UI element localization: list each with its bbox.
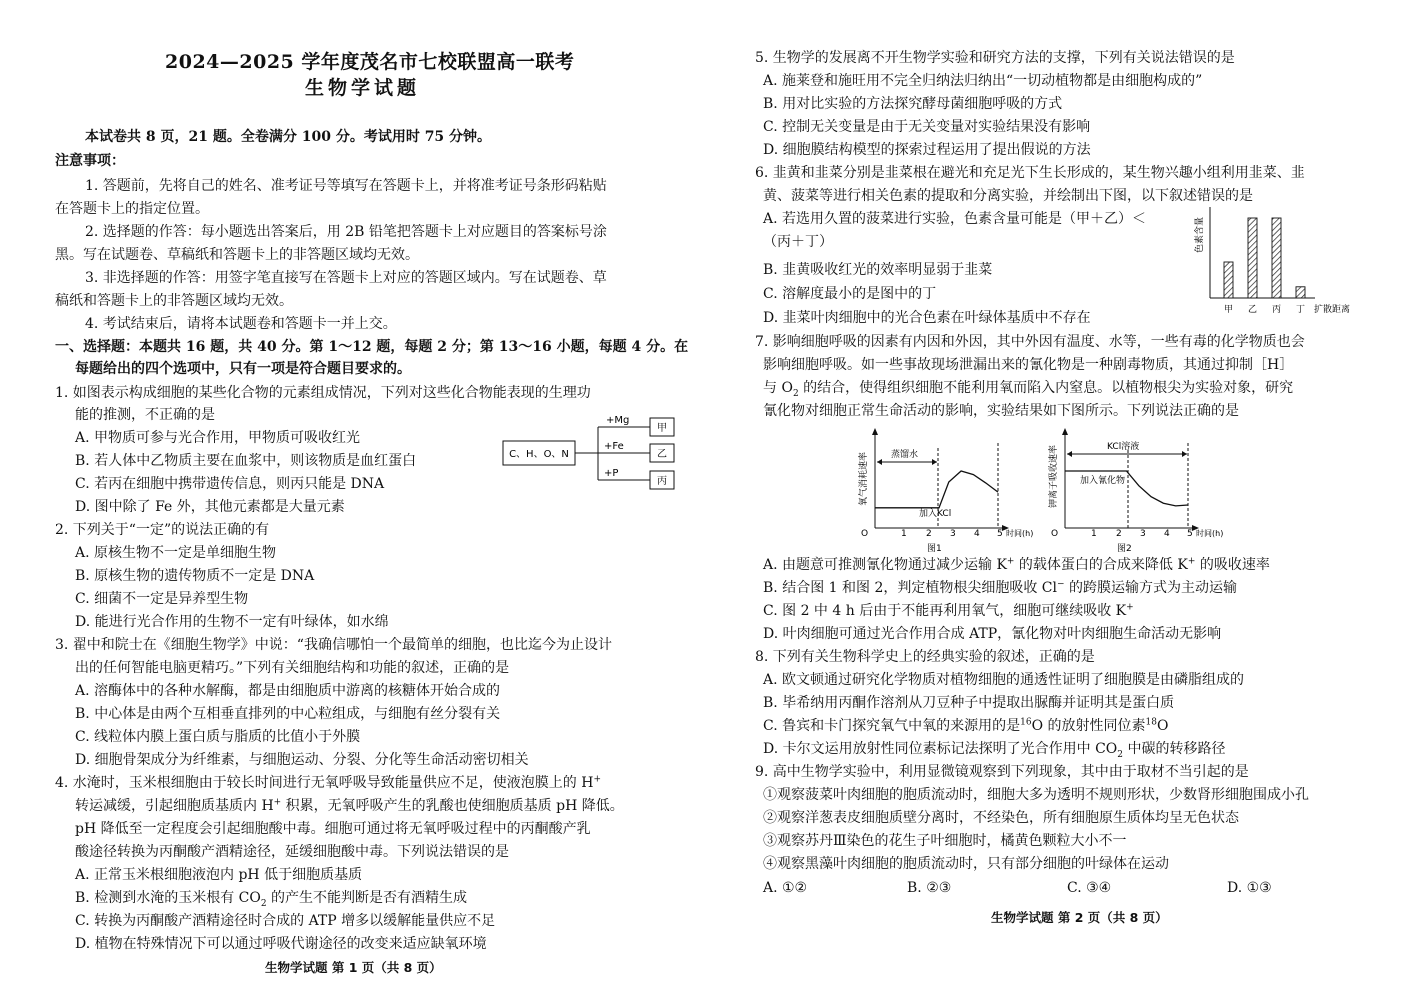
source-label: C、H、O、N [509, 449, 569, 460]
option-a: A. ①② [763, 880, 808, 896]
yi-label: 乙 [657, 449, 667, 460]
question-stem: 5. 生物学的发展离不开生物学实验和研究方法的支撑，下列有关说法错误的是 [755, 50, 1235, 66]
exam-subtitle: 生物学试题 [305, 77, 421, 99]
exam-title: 2024—2025 学年度茂名市七校联盟高一联考 [165, 51, 575, 73]
bing-label: 丙 [657, 476, 667, 487]
option-d: D. 能进行光合作用的生物不一定有叶绿体，如水绵 [75, 614, 389, 630]
section-heading: 一、选择题：本题共 16 题，共 40 分。第 1～12 题，每题 2 分；第 13～16 小题，每题 4 分。在 [55, 339, 689, 355]
option-d: D. 卡尔文运用放射性同位素标记法探明了光合作用中 $CO_2$ 中碳的转移路径 [763, 741, 1226, 760]
option-c: C. 鲁宾和卡门探究氧气中氧的来源用的是$^{16}$O 的放射性同位素$^{18}$O [763, 717, 1169, 734]
bar-category-label: 甲 [1223, 305, 1234, 315]
question-stem: 转运减缓，引起细胞质基质内 H+ 积累，无氧呼吸产生的乳酸也使细胞质基质 pH 降低。 [75, 797, 624, 814]
option-c: C. 线粒体内膜上蛋白质与脂质的比值小于外膜 [75, 729, 361, 745]
page-footer: 生物学试题 第 2 页（共 8 页） [991, 910, 1168, 925]
option-a-cont: （丙＋丁） [763, 234, 833, 250]
option-c: C. ③④ [1067, 880, 1112, 896]
figure-2-potassium-absorption [1045, 428, 1255, 556]
option-a: A. 溶酶体中的各种水解酶，都是由细胞质中游离的核糖体开始合成的 [75, 683, 501, 699]
p-label: +P [604, 468, 619, 479]
option-b: B. 毕希纳用丙酮作溶剂从刀豆种子中提取出脲酶并证明其是蛋白质 [763, 695, 1175, 711]
question-stem: 黄、菠菜等进行相关色素的提取和分离实验，并绘制出下图，以下叙述错误的是 [763, 188, 1253, 204]
option-b: B. 韭黄吸收红光的效率明显弱于韭菜 [763, 262, 993, 278]
tick-label: 1 [901, 529, 907, 539]
option-d: D. 细胞膜结构模型的探索过程运用了提出假说的方法 [763, 142, 1091, 158]
annotation-add-kcl: 加入KCl [919, 509, 952, 519]
option-a: A. 若选用久置的菠菜进行实验，色素含量可能是（甲＋乙）＜ [763, 211, 1147, 227]
option-c: C. 转换为丙酮酸产酒精途径时合成的 ATP 增多以缓解能量供应不足 [75, 913, 496, 929]
option-d: D. 植物在特殊情况下可以通过呼吸代谢途径的改变来适应缺氧环境 [75, 936, 487, 952]
tick-label: O [861, 529, 869, 539]
option-d: D. 细胞骨架成分为纤维素，与细胞运动、分裂、分化等生命活动密切相关 [75, 752, 529, 768]
question-stem: 6. 韭黄和韭菜分别是韭菜根在避光和充足光下生长形成的，某生物兴趣小组利用韭菜、韭 [755, 165, 1305, 181]
fig2-y-label: 钾离子吸收速率 [1049, 444, 1059, 508]
tick-label: 1 [1091, 529, 1097, 539]
x-axis-label: 扩散距离 [1314, 305, 1351, 315]
option-a: A. 正常玉米根细胞液泡内 pH 低于细胞质基质 [75, 867, 363, 883]
notice-line: 3. 非选择题的作答：用签字笔直接写在答题卡上对应的答题区域内。写在试题卷、草 [85, 270, 607, 286]
tick-label: 3 [1140, 529, 1146, 539]
question-stem: 与 $O_2$ 的结合，使得组织细胞不能利用氧而陷入内窒息。以植物根尖为实验对象，研究 [763, 380, 1294, 399]
option-b: B. 结合图 1 和图 2，判定植物根尖细胞吸收 Cl− 的跨膜运输方式为主动运输 [763, 579, 1237, 596]
fig2-title: 图2 [1117, 544, 1132, 554]
bar-category-label: 丙 [1271, 305, 1282, 315]
option-c: C. 细菌不一定是异养型生物 [75, 591, 249, 607]
fig2-x-label: 时间(h) [1196, 529, 1224, 538]
notice-heading: 注意事项： [55, 153, 125, 169]
annotation-distilled-water: 蒸馏水 [891, 450, 919, 460]
tick-label: 3 [950, 529, 956, 539]
option-d: D. ①③ [1227, 880, 1272, 896]
element-composition-diagram [500, 412, 680, 494]
question-stem: 3. 翟中和院士在《细胞生物学》中说：“我确信哪怕一个最简单的细胞，也比迄今为止设计 [55, 637, 612, 653]
option-a: A. 欧文顿通过研究化学物质对植物细胞的通透性证明了细胞膜是由磷脂组成的 [763, 672, 1245, 688]
question-stem: 1. 如图表示构成细胞的某些化合物的元素组成情况，下列对这些化合物能表现的生理功 [55, 385, 591, 401]
bar-category-label: 丁 [1295, 305, 1306, 315]
notice-line: 1. 答题前，先将自己的姓名、准考证号等填写在答题卡上，并将准考证号条形码粘贴 [85, 178, 607, 194]
option-b: B. 原核生物的遗传物质不一定是 DNA [75, 568, 315, 584]
option-b: B. 中心体是由两个互相垂直排列的中心粒组成，与细胞有丝分裂有关 [75, 706, 501, 722]
option-b: B. 检测到水淹的玉米根有 $CO_2$ 的产生不能判断是否有酒精生成 [75, 890, 468, 909]
option-d: D. 韭菜叶肉细胞中的光合色素在叶绿体基质中不存在 [763, 310, 1091, 326]
tick-label: 4 [974, 529, 980, 539]
pigment-bar-chart [1190, 205, 1355, 317]
bar-2 [1272, 218, 1281, 298]
notice-line: 4. 考试结束后，请将本试题卷和答题卡一并上交。 [85, 316, 397, 332]
notice-line: 黑。写在试题卷、草稿纸和答题卡上的非答题区域均无效。 [55, 247, 419, 263]
notice-line: 2. 选择题的作答：每小题选出答案后，用 2B 铅笔把答题卡上对应题目的答案标号涂 [85, 224, 607, 240]
bar-1 [1248, 218, 1257, 298]
question-stem: 4. 水淹时，玉米根细胞由于较长时间进行无氧呼吸导致能量供应不足，使液泡膜上的 H+ [55, 774, 602, 791]
fig1-x-label: 时间(h) [1006, 529, 1034, 538]
fe-label: +Fe [604, 441, 624, 452]
tick-label: 5 [1187, 529, 1193, 539]
option-b: B. 用对比实验的方法探究酵母菌细胞呼吸的方式 [763, 96, 1063, 112]
option-c: C. 控制无关变量是由于无关变量对实验结果没有影响 [763, 119, 1091, 135]
y-axis-label: 色素含量 [1195, 216, 1205, 253]
option-a: A. 由题意可推测氰化物通过减少运输 K+ 的载体蛋白的合成来降低 K+ 的吸收速率 [763, 556, 1270, 573]
section-heading: 每题给出的四个选项中，只有一项是符合题目要求的。 [75, 361, 411, 377]
question-stem: 出的任何智能电脑更精巧。”下列有关细胞结构和功能的叙述，正确的是 [75, 660, 510, 676]
question-stem: 8. 下列有关生物科学史上的经典实验的叙述，正确的是 [755, 649, 1095, 665]
mg-label: +Mg [606, 415, 630, 426]
question-stem: 9. 高中生物学实验中，利用显微镜观察到下列现象，其中由于取材不当引起的是 [755, 764, 1249, 780]
figure-1-oxygen-consumption [855, 428, 1055, 556]
tick-label: O [1051, 529, 1059, 539]
annotation-add-cyanide: 加入氰化物 [1080, 476, 1126, 486]
list-item: ③观察苏丹Ⅲ染色的花生子叶细胞时，橘黄色颗粒大小不一 [763, 833, 1127, 849]
option-b: B. ②③ [907, 880, 952, 896]
list-item: ②观察洋葱表皮细胞质壁分离时，不经染色，所有细胞原生质体均呈无色状态 [763, 810, 1239, 826]
bar-0 [1224, 262, 1233, 298]
option-c: C. 图 2 中 4 h 后由于不能再利用氧气，细胞可继续吸收 K+ [763, 602, 1134, 619]
page-footer: 生物学试题 第 1 页（共 8 页） [265, 960, 442, 975]
question-stem: 影响细胞呼吸。如一些事故现场泄漏出来的氰化物是一种剧毒物质，其通过抑制［H］ [763, 357, 1294, 373]
tick-label: 2 [1116, 529, 1122, 539]
question-stem: pH 降低至一定程度会引起细胞酸中毒。细胞可通过将无氧呼吸过程中的丙酮酸产乳 [75, 821, 591, 837]
notice-line: 在答题卡上的指定位置。 [55, 201, 209, 217]
fig1-y-label: 氧气消耗速率 [859, 451, 869, 506]
question-stem: 酸途径转换为丙酮酸产酒精途径，延缓细胞酸中毒。下列说法错误的是 [75, 844, 509, 860]
option-c: C. 若丙在细胞中携带遗传信息，则丙只能是 DNA [75, 476, 385, 492]
option-d: D. 图中除了 Fe 外，其他元素都是大量元素 [75, 499, 345, 515]
exam-intro: 本试卷共 8 页，21 题。全卷满分 100 分。考试用时 75 分钟。 [85, 129, 492, 145]
option-c: C. 溶解度最小的是图中的丁 [763, 286, 937, 302]
annotation-kcl-solution: KCl溶液 [1107, 442, 1140, 452]
question-stem: 氰化物对细胞正常生命活动的影响，实验结果如下图所示。下列说法正确的是 [763, 403, 1239, 419]
jia-label: 甲 [657, 423, 667, 434]
option-a: A. 施莱登和施旺用不完全归纳法归纳出“一切动植物都是由细胞构成的” [763, 73, 1203, 89]
tick-label: 5 [997, 529, 1003, 539]
question-stem: 能的推测，不正确的是 [75, 407, 215, 423]
option-a: A. 甲物质可参与光合作用，甲物质可吸收红光 [75, 430, 361, 446]
notice-line: 稿纸和答题卡上的非答题区域均无效。 [55, 293, 293, 309]
option-b: B. 若人体中乙物质主要在血浆中，则该物质是血红蛋白 [75, 453, 417, 469]
list-item: ①观察菠菜叶肉细胞的胞质流动时，细胞大多为透明不规则形状，少数肾形细胞围成小孔 [763, 787, 1309, 803]
list-item: ④观察黑藻叶肉细胞的胞质流动时，只有部分细胞的叶绿体在运动 [763, 856, 1169, 872]
tick-label: 4 [1164, 529, 1170, 539]
bar-3 [1296, 287, 1305, 298]
option-a: A. 原核生物不一定是单细胞生物 [75, 545, 277, 561]
series-line [875, 471, 998, 508]
option-d: D. 叶肉细胞可通过光合作用合成 ATP，氰化物对叶肉细胞生命活动无影响 [763, 626, 1222, 642]
tick-label: 2 [926, 529, 932, 539]
question-stem: 7. 影响细胞呼吸的因素有内因和外因，其中外因有温度、水等，一些有毒的化学物质也会 [755, 334, 1305, 350]
question-stem: 2. 下列关于“一定”的说法正确的有 [55, 522, 270, 538]
bar-category-label: 乙 [1247, 305, 1258, 315]
fig1-title: 图1 [927, 544, 942, 554]
